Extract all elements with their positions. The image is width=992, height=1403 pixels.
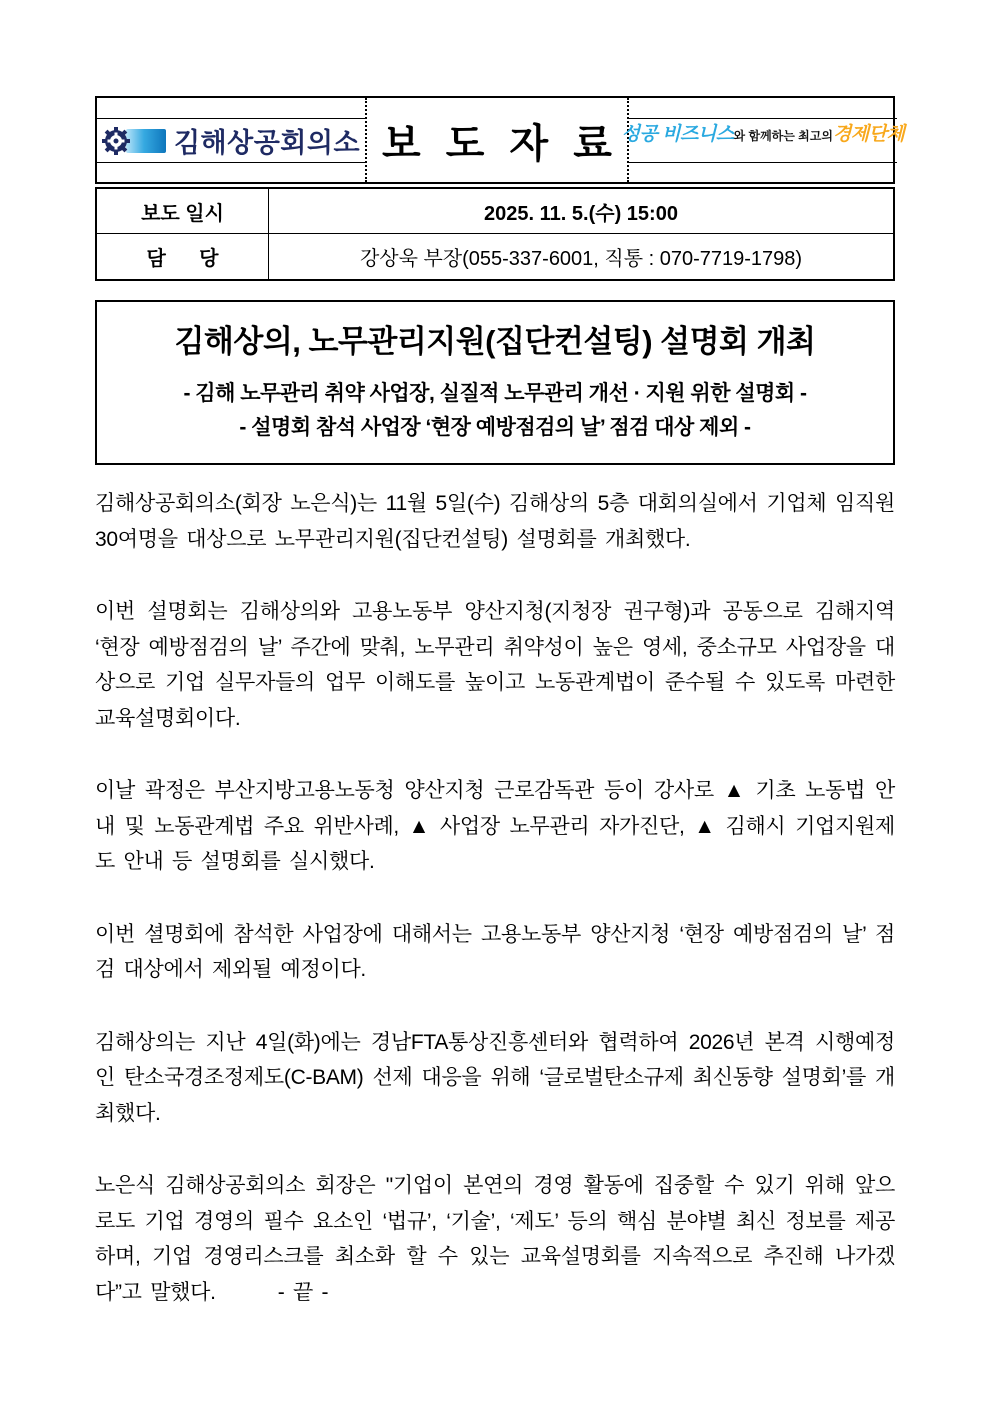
body-paragraph-3: 이날 곽정은 부산지방고용노동청 양산지청 근로감독관 등이 강사로 ▲ 기초 노동법 안내 및 노동관계법 주요 위반사례, ▲ 사업장 노무관리 자가진단, ▲ 김해시 기업지원제도 안내 등 설명회를 실시했다. [95, 779, 895, 873]
body-paragraph-4: 이번 셜명회에 참석한 사업장에 대해서는 고용노동부 양산지청 ‘현장 예방점검의 날’ 점검 대상에서 제외될 예정이다. [95, 922, 895, 981]
doc-type-cell [365, 98, 629, 182]
masthead-table [95, 96, 905, 184]
body-paragraph-2: 이번 설명회는 김해상의와 고용노동부 양산지청(지청장 권구형)과 공동으로 김해지역 ‘현장 예방점검의 날’ 주간에 맞춰, 노무관리 취약성이 높은 영세, 중소규모 사업장을 대상으로 기업 실무자들의 업무 이해도를 높이고 노동관계법이 준수될 수 있도록 마련한 교육설명회이다. [95, 600, 895, 730]
chamber-gear-logo-icon [102, 126, 168, 156]
press-date-label: 보도 일시 [97, 189, 269, 234]
slogan-cell [621, 119, 905, 163]
contact-label: 담 당 [97, 234, 269, 279]
body-paragraph-1: 김해상공회의소(회장 노은식)는 11월 5일(수) 김해상의 5층 대회의실에서 기업체 임직원 30여명을 대상으로 노무관리지원(집단컨설팅) 설명회를 개최했다. [95, 492, 895, 551]
doc-type-title: 보 도 자 료 [382, 121, 619, 166]
headline-subtitle-2: - 설명회 참석 사업장 ‘현장 예방점검의 날’ 점검 대상 제외 - [239, 416, 751, 439]
headline-box [95, 300, 895, 465]
masthead-left-spacer-bottom [97, 163, 365, 182]
press-date-value: 2025. 11. 5.(수) 15:00 [269, 189, 893, 234]
headline-subtitle-1: - 김해 노무관리 취약 사업장, 실질적 노무관리 개선 · 지원 위한 설명회 - [183, 382, 807, 405]
masthead-right-spacer-bottom [629, 163, 897, 182]
org-name: 김해상공회의소 [173, 128, 361, 158]
slogan-part-black: 와 함께하는 최고의 [733, 129, 833, 143]
slogan-part-orange: 경제단체 [832, 124, 905, 145]
body-paragraph-6: 노은식 김해상공회의소 회장은 "기업이 본연의 경영 활동에 집중할 수 있기 위해 앞으로도 기업 경영의 필수 요소인 ‘법규’, ‘기술’, ‘제도’ 등의 핵심 분야별 최신 정보를 제공하며, 기업 경영리스크를 최소화 할 수 있는 교육설명회를 지속적으로 추진해 나가겠다”고 말했다. - 끝 - [95, 1174, 895, 1304]
info-table [95, 187, 895, 281]
article-body [95, 486, 895, 1310]
org-logo-cell [97, 119, 365, 163]
body-paragraph-5: 김해상의는 지난 4일(화)에는 경남FTA통상진흥센터와 협력하여 2026년 본격 시행예정인 탄소국경조정제도(C-BAM) 선제 대응을 위해 ‘글로벌탄소규제 최신동향 설명회’를 개최했다. [95, 1030, 895, 1125]
slogan-part-blue: 성공 비즈니스 [621, 124, 734, 145]
headline-title: 김해상의, 노무관리지원(집단컨설팅) 설명회 개최 [174, 324, 816, 359]
masthead-right-spacer-top [629, 98, 897, 119]
masthead-left-spacer-top [97, 98, 365, 119]
contact-value: 강상욱 부장(055-337-6001, 직통 : 070-7719-1798) [359, 248, 803, 270]
